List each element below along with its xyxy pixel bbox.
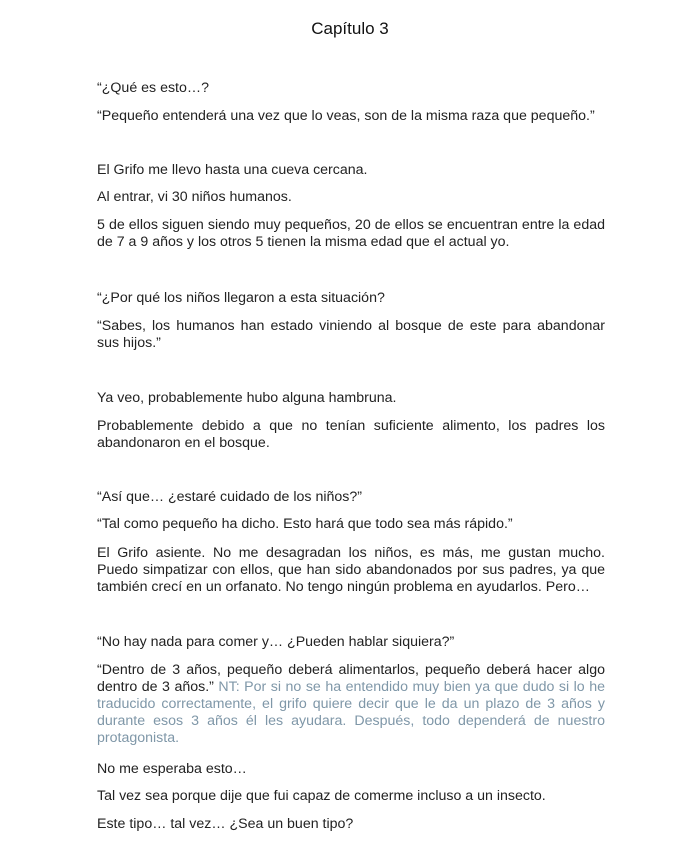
paragraph: “Así que… ¿estaré cuidado de los niños?” [97,489,362,505]
paragraph: No me esperaba esto… [97,761,247,777]
paragraph: “¿Por qué los niños llegaron a esta situación? [97,290,385,306]
paragraph: Al entrar, vi 30 niños humanos. [97,189,292,205]
paragraph: “¿Qué es esto…? [97,80,209,96]
paragraph: “Tal como pequeño ha dicho. Esto hará que todo sea más rápido.” [97,516,513,532]
paragraph: “Sabes, los humanos han estado viniendo al bosque de este para abandonar sus hijos.” [97,318,605,351]
translator-note: NT: Por si no se ha entendido muy bien ya que dudo si lo he traducido correctamente, el grifo quiere decir que le da un plazo de 3 años y durante esos 3 años él les ayudara. Después, todo dependerá de nuestro protagonista. [97,679,605,746]
paragraph: 5 de ellos siguen siendo muy pequeños, 20 de ellos se encuentran entre la edad de 7 a 9 años y los otros 5 tienen la misma edad que el actual yo. [97,217,605,250]
paragraph: Ya veo, probablemente hubo alguna hambruna. [97,390,397,406]
paragraph: “No hay nada para comer y… ¿Pueden hablar siquiera?” [97,634,455,650]
quote-text: “Dentro de 3 años, pequeño deberá alimentarlos, pequeño deberá hacer algo dentro de 3 años.” [97,662,605,695]
paragraph: Tal vez sea porque dije que fui capaz de comerme incluso a un insecto. [97,788,546,804]
paragraph: “Pequeño entenderá una vez que lo veas, son de la misma raza que pequeño.” [97,108,595,124]
paragraph-with-translator-note [97,662,605,747]
chapter-title: Capítulo 3 [311,19,389,38]
paragraph: El Grifo asiente. No me desagradan los niños, es más, me gustan mucho. Puedo simpatizar con ellos, que han sido abandonados por sus padres, ya que también crecí en un orfanato. No tengo ningún problema en ayudarlos. Pero… [97,545,605,595]
paragraph: El Grifo me llevo hasta una cueva cercana. [97,162,368,178]
paragraph: Probablemente debido a que no tenían suficiente alimento, los padres los abandonaron en el bosque. [97,418,605,451]
paragraph: Este tipo… tal vez… ¿Sea un buen tipo? [97,816,354,832]
